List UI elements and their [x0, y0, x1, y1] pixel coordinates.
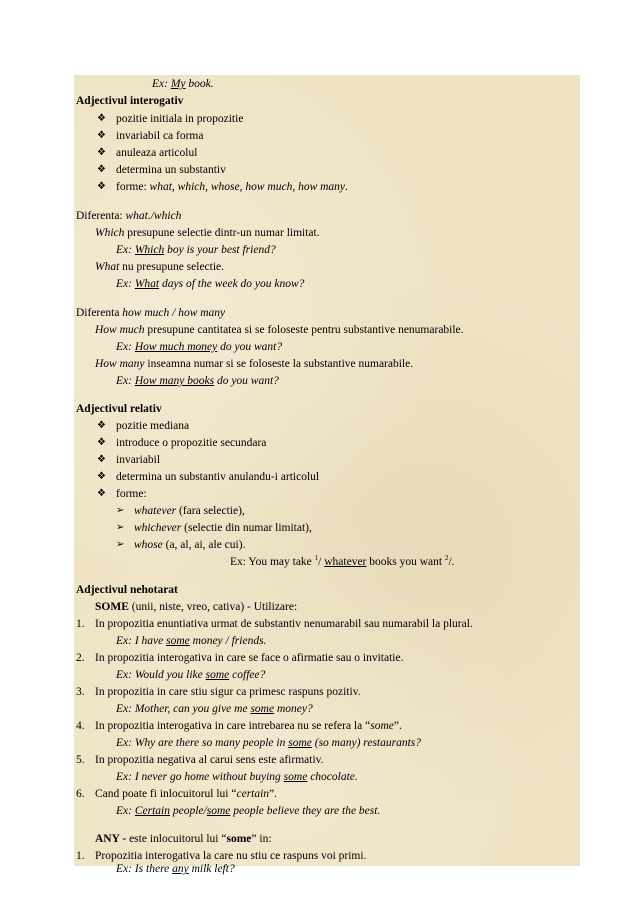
diamond-bullet-icon: ❖ — [97, 164, 106, 175]
some-rule-2-number: 2. — [76, 652, 85, 664]
interog-point-4: determina un substantiv — [116, 164, 226, 176]
which-explanation: Which presupune selectie dintr-un numar limitat. — [95, 227, 320, 239]
relative-point-3: invariabil — [116, 454, 161, 466]
some-example-2: Ex: Would you like some coffee? — [116, 669, 266, 681]
some-example-6: Ex: Certain people/some people believe they are the best. — [116, 805, 381, 817]
relative-form-whose: whose (a, al, ai, ale cui). — [134, 539, 246, 551]
relative-form-whichever: whichever (selectie din numar limitat), — [134, 522, 312, 534]
some-example-4: Ex: Why are there so many people in some (so many) restaurants? — [116, 737, 422, 749]
diamond-bullet-icon: ❖ — [97, 471, 106, 482]
arrow-bullet-icon: ➢ — [116, 522, 125, 533]
any-intro: ANY - este inlocuitorul lui “some” in: — [95, 833, 272, 845]
some-rule-6: Cand poate fi inlocuitorul lui “certain”. — [95, 788, 278, 800]
some-rule-4: In propozitia interogativa in care intrebarea nu se refera la “some”. — [95, 720, 402, 732]
relative-point-4: determina un substantiv anulandu-i articolul — [116, 471, 320, 483]
heading-interrogative: Adjectivul interogativ — [76, 95, 184, 107]
some-rule-5: In propozitia negativa al carui sens este afirmativ. — [95, 754, 324, 766]
some-intro: SOME (unii, niste, vreo, cativa) - Utilizare: — [95, 601, 298, 613]
what-explanation: What nu presupune selectie. — [95, 261, 225, 273]
heading-relative: Adjectivul relativ — [76, 403, 162, 415]
some-rule-3: In propozitia in care stiu sigur ca primesc raspuns pozitiv. — [95, 686, 361, 698]
some-rule-1-number: 1. — [76, 618, 85, 630]
interog-point-2: invariabil ca forma — [116, 130, 204, 142]
diamond-bullet-icon: ❖ — [97, 113, 106, 124]
example-which: Ex: Which boy is your best friend? — [116, 244, 276, 256]
example-what: Ex: What days of the week do you know? — [116, 278, 305, 290]
diamond-bullet-icon: ❖ — [97, 181, 106, 192]
diamond-bullet-icon: ❖ — [97, 130, 106, 141]
interog-point-5: forme: what, which, whose, how much, how many. — [116, 181, 348, 193]
some-example-5: Ex: I never go home without buying some chocolate. — [116, 771, 358, 783]
difference-what-which: Diferenta: what./which — [76, 210, 182, 222]
some-example-1: Ex: I have some money / friends. — [116, 635, 267, 647]
some-rule-4-number: 4. — [76, 720, 85, 732]
diamond-bullet-icon: ❖ — [97, 488, 106, 499]
how-many-explanation: How many inseamna numar si se foloseste la substantive numarabile. — [95, 358, 414, 370]
any-rule-1-number: 1. — [76, 850, 85, 862]
interog-point-3: anuleaza articolul — [116, 147, 198, 159]
relative-point-1: pozitie mediana — [116, 420, 190, 432]
interog-point-1: pozitie initiala in propozitie — [116, 113, 244, 125]
some-rule-5-number: 5. — [76, 754, 85, 766]
arrow-bullet-icon: ➢ — [116, 505, 125, 516]
diamond-bullet-icon: ❖ — [97, 420, 106, 431]
example-how-many: Ex: How many books do you want? — [116, 375, 279, 387]
example-relative: Ex: You may take $^1$/ whatever books you want $^2$/. — [230, 554, 455, 568]
difference-how-much-how-many: Diferenta how much / how many — [76, 307, 226, 319]
diamond-bullet-icon: ❖ — [97, 454, 106, 465]
relative-point-2: introduce o propozitie secundara — [116, 437, 267, 449]
example-how-much: Ex: How much money do you want? — [116, 341, 283, 353]
some-example-3: Ex: Mother, can you give me some money? — [116, 703, 313, 715]
some-rule-3-number: 3. — [76, 686, 85, 698]
some-rule-2: In propozitia interogativa in care se face o afirmatie sau o invitatie. — [95, 652, 404, 664]
diamond-bullet-icon: ❖ — [97, 437, 106, 448]
heading-indefinite: Adjectivul nehotarat — [76, 584, 178, 596]
example-my-book: Ex: My book. — [152, 78, 214, 90]
some-rule-1: In propozitia enuntiativa urmat de substantiv nenumarabil sau numarabil la plural. — [95, 618, 473, 630]
any-rule-1: Propozitia interogativa la care nu stiu ce raspuns voi primi. — [95, 850, 367, 862]
arrow-bullet-icon: ➢ — [116, 539, 125, 550]
relative-point-5: forme: — [116, 488, 147, 500]
how-much-explanation: How much presupune cantitatea si se foloseste pentru substantive nenumarabile. — [95, 324, 464, 336]
diamond-bullet-icon: ❖ — [97, 147, 106, 158]
relative-form-whatever: whatever (fara selectie), — [134, 505, 245, 517]
some-rule-6-number: 6. — [76, 788, 85, 800]
any-example-1: Ex: Is there any milk left? — [116, 863, 235, 875]
